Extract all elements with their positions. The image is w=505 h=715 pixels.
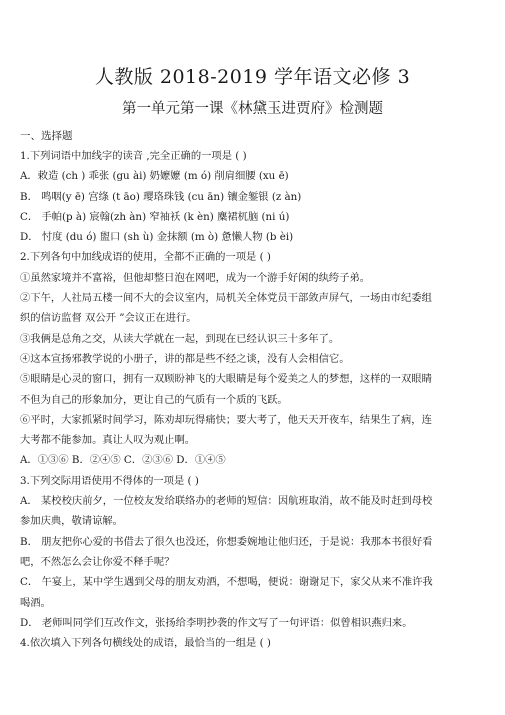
- question-2-sentence-3: ③我俩是总角之交，从读大学就在一起，到现在已经认识三十多年了。: [20, 332, 340, 345]
- question-1-option-d: D． 忖度 (du ó) 盥口 (sh ù) 金抹额 (m ò) 惫懒人物 (b èi): [20, 231, 294, 244]
- question-2-stem: 2.下列各句中加线成语的使用，全都不正确的一项是 ( ): [20, 251, 271, 264]
- document-title: 人教版 2018-2019 学年语文必修 3: [94, 66, 411, 88]
- question-3-stem: 3.下列交际用语使用不得体的一项是 ( ): [20, 474, 199, 487]
- question-3-option-a: A． 某校校庆前夕，一位校友发给联络办的老师的短信：因航班取消，故不能及时赶到母校: [20, 495, 433, 508]
- question-2-sentence-6: ⑥平时，大家抓紧时间学习，陈劝却玩得痛快；要大考了，他天天开夜车，结果生了病，连: [20, 413, 432, 426]
- question-3-option-b-cont: 吧，不然怎么会让你爱不释手呢？: [20, 555, 175, 568]
- document-subtitle: 第一单元第一课《林黛玉进贾府》检测题: [122, 101, 383, 117]
- question-2-sentence-2: ②下午，人社局五楼一间不大的会议室内，局机关全体党员干部敛声屏气，一场由市纪委组: [20, 292, 432, 305]
- question-2-options: A．①③⑥ B．②④⑤ C．②③⑥ D．①④⑤: [20, 454, 226, 467]
- question-3-option-a-cont: 参加庆典，敬请谅解。: [20, 515, 123, 528]
- question-3-option-d: D． 老师叫同学们互改作文，张扬给李明抄袭的作文写了一句评语：似曾相识燕归来。: [20, 616, 413, 629]
- question-2-sentence-5: ⑤眼睛是心灵的窗口，拥有一双顾盼神飞的大眼睛是每个爱美之人的梦想，这样的一双眼睛: [20, 373, 432, 386]
- question-4-stem: 4.依次填入下列各句横线处的成语，最恰当的一组是 ( ): [20, 637, 271, 650]
- question-3-option-b: B． 朋友把你心爱的书借去了很久也没还，你想委婉地让他归还，于是说：我那本书很好看: [20, 535, 433, 548]
- question-1-option-c: C． 手帕(p à) 宸翰(zh àn) 窄袖袄 (k èn) 麋裙杌脑 (ni ú): [20, 210, 290, 223]
- question-2-sentence-4: ④这本宣扬邪教学说的小册子，讲的都是些不经之谈，没有人会相信它。: [20, 352, 350, 365]
- question-1-option-b: B． 鸣咽(y ē) 宫绦 (t āo) 璎珞珠钱 (cu ān) 镶金錾银 (z àn): [20, 190, 302, 203]
- question-3-option-c: C． 午宴上，某中学生遇到父母的朋友劝酒，不想喝，便说：谢谢足下，家父从来不准许我: [20, 576, 433, 589]
- question-1-option-a: A．敕造 (ch ) 乖张 (gu ài) 奶嬷嬷 (m ó) 削肩细腰 (xu ē): [20, 170, 289, 183]
- section-heading: 一、选择题: [20, 130, 73, 142]
- question-2-sentence-5-cont: 不但为自己的形象加分，更让自己的气质有一个质的飞跃。: [20, 393, 288, 406]
- question-body: [20, 146, 490, 653]
- question-2-sentence-1: ①虽然家境并不富裕，但他却整日泡在网吧，成为一个游手好闲的纨绔子弟。: [20, 271, 371, 284]
- question-3-option-c-cont: 喝酒。: [20, 596, 51, 609]
- question-2-sentence-6-cont: 大考都不能参加。真让人叹为观止啊。: [20, 434, 196, 447]
- question-2-sentence-2-cont: 织的信访监督 双公开 ”会议正在进行。: [20, 312, 197, 325]
- question-1-stem: 1.下列词语中加线字的读音 ,完全正确的一项是 ( ): [20, 150, 247, 162]
